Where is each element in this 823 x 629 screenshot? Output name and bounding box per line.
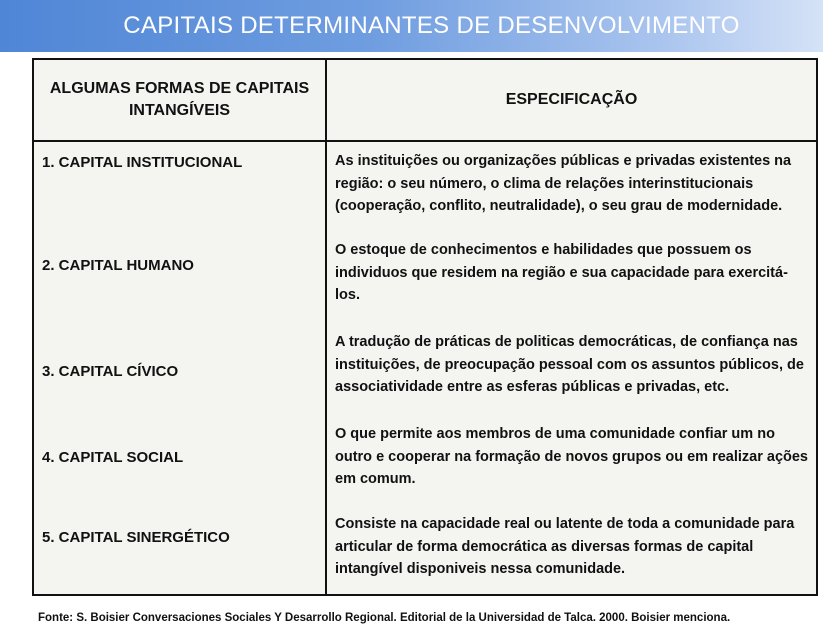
capital-name-text: 1. CAPITAL INSTITUCIONAL [42,154,243,171]
capitals-table [32,58,818,596]
capital-specification: Consiste na capacidade real ou latente de toda a comunidade para articular de forma democrática as diversas formas de capital intangível disponiveis nessa comunidade. [335,516,795,577]
capital-name [34,323,326,415]
table-row [34,505,816,594]
column-header-forms: ALGUMAS FORMAS DE CAPITAIS INTANGÍVEIS [34,60,326,141]
table-row [34,415,816,505]
capitals-table-grid [34,60,816,594]
table-row [34,141,816,231]
capital-name [34,415,326,505]
table-header-row [34,60,816,141]
capital-name-text: 4. CAPITAL SOCIAL [42,449,184,466]
title-banner [0,0,823,52]
capital-name-text: 5. CAPITAL SINERGÉTICO [42,529,230,546]
column-header-specification: ESPECIFICAÇÃO [326,60,816,141]
table-row [34,231,816,323]
source-citation: Fonte: S. Boisier Conversaciones Sociales Y Desarrollo Regional. Editorial de la Universidad de Talca. 2000. Boisier menciona. [38,612,731,624]
capital-name [34,231,326,323]
capital-specification: O estoque de conhecimentos e habilidades que possuem os individuos que residem na região e sua capacidade para exercitá-los. [335,242,788,303]
capital-name [34,141,326,231]
capital-specification: As instituições ou organizações públicas e privadas existentes na região: o seu número, o clima de relações interinstitucionais (cooperação, conflito, neutralidade), o seu grau de modernidade. [335,153,792,214]
capital-name-text: 2. CAPITAL HUMANO [42,257,194,274]
capital-name [34,505,326,594]
capital-name-text: 3. CAPITAL CÍVICO [42,363,179,380]
capital-specification: O que permite aos membros de uma comunidade confiar um no outro e cooperar na formação de novos grupos ou em realizar ações em comum. [335,426,808,487]
page-title: CAPITAIS DETERMINANTES DE DESENVOLVIMENTO [123,12,740,39]
table-row [34,323,816,415]
capital-specification: A tradução de práticas de politicas democráticas, de confiança nas instituições, de preocupação pessoal com os assuntos públicos, de associatividade entre as esferas públicas e privadas, etc. [335,334,804,395]
